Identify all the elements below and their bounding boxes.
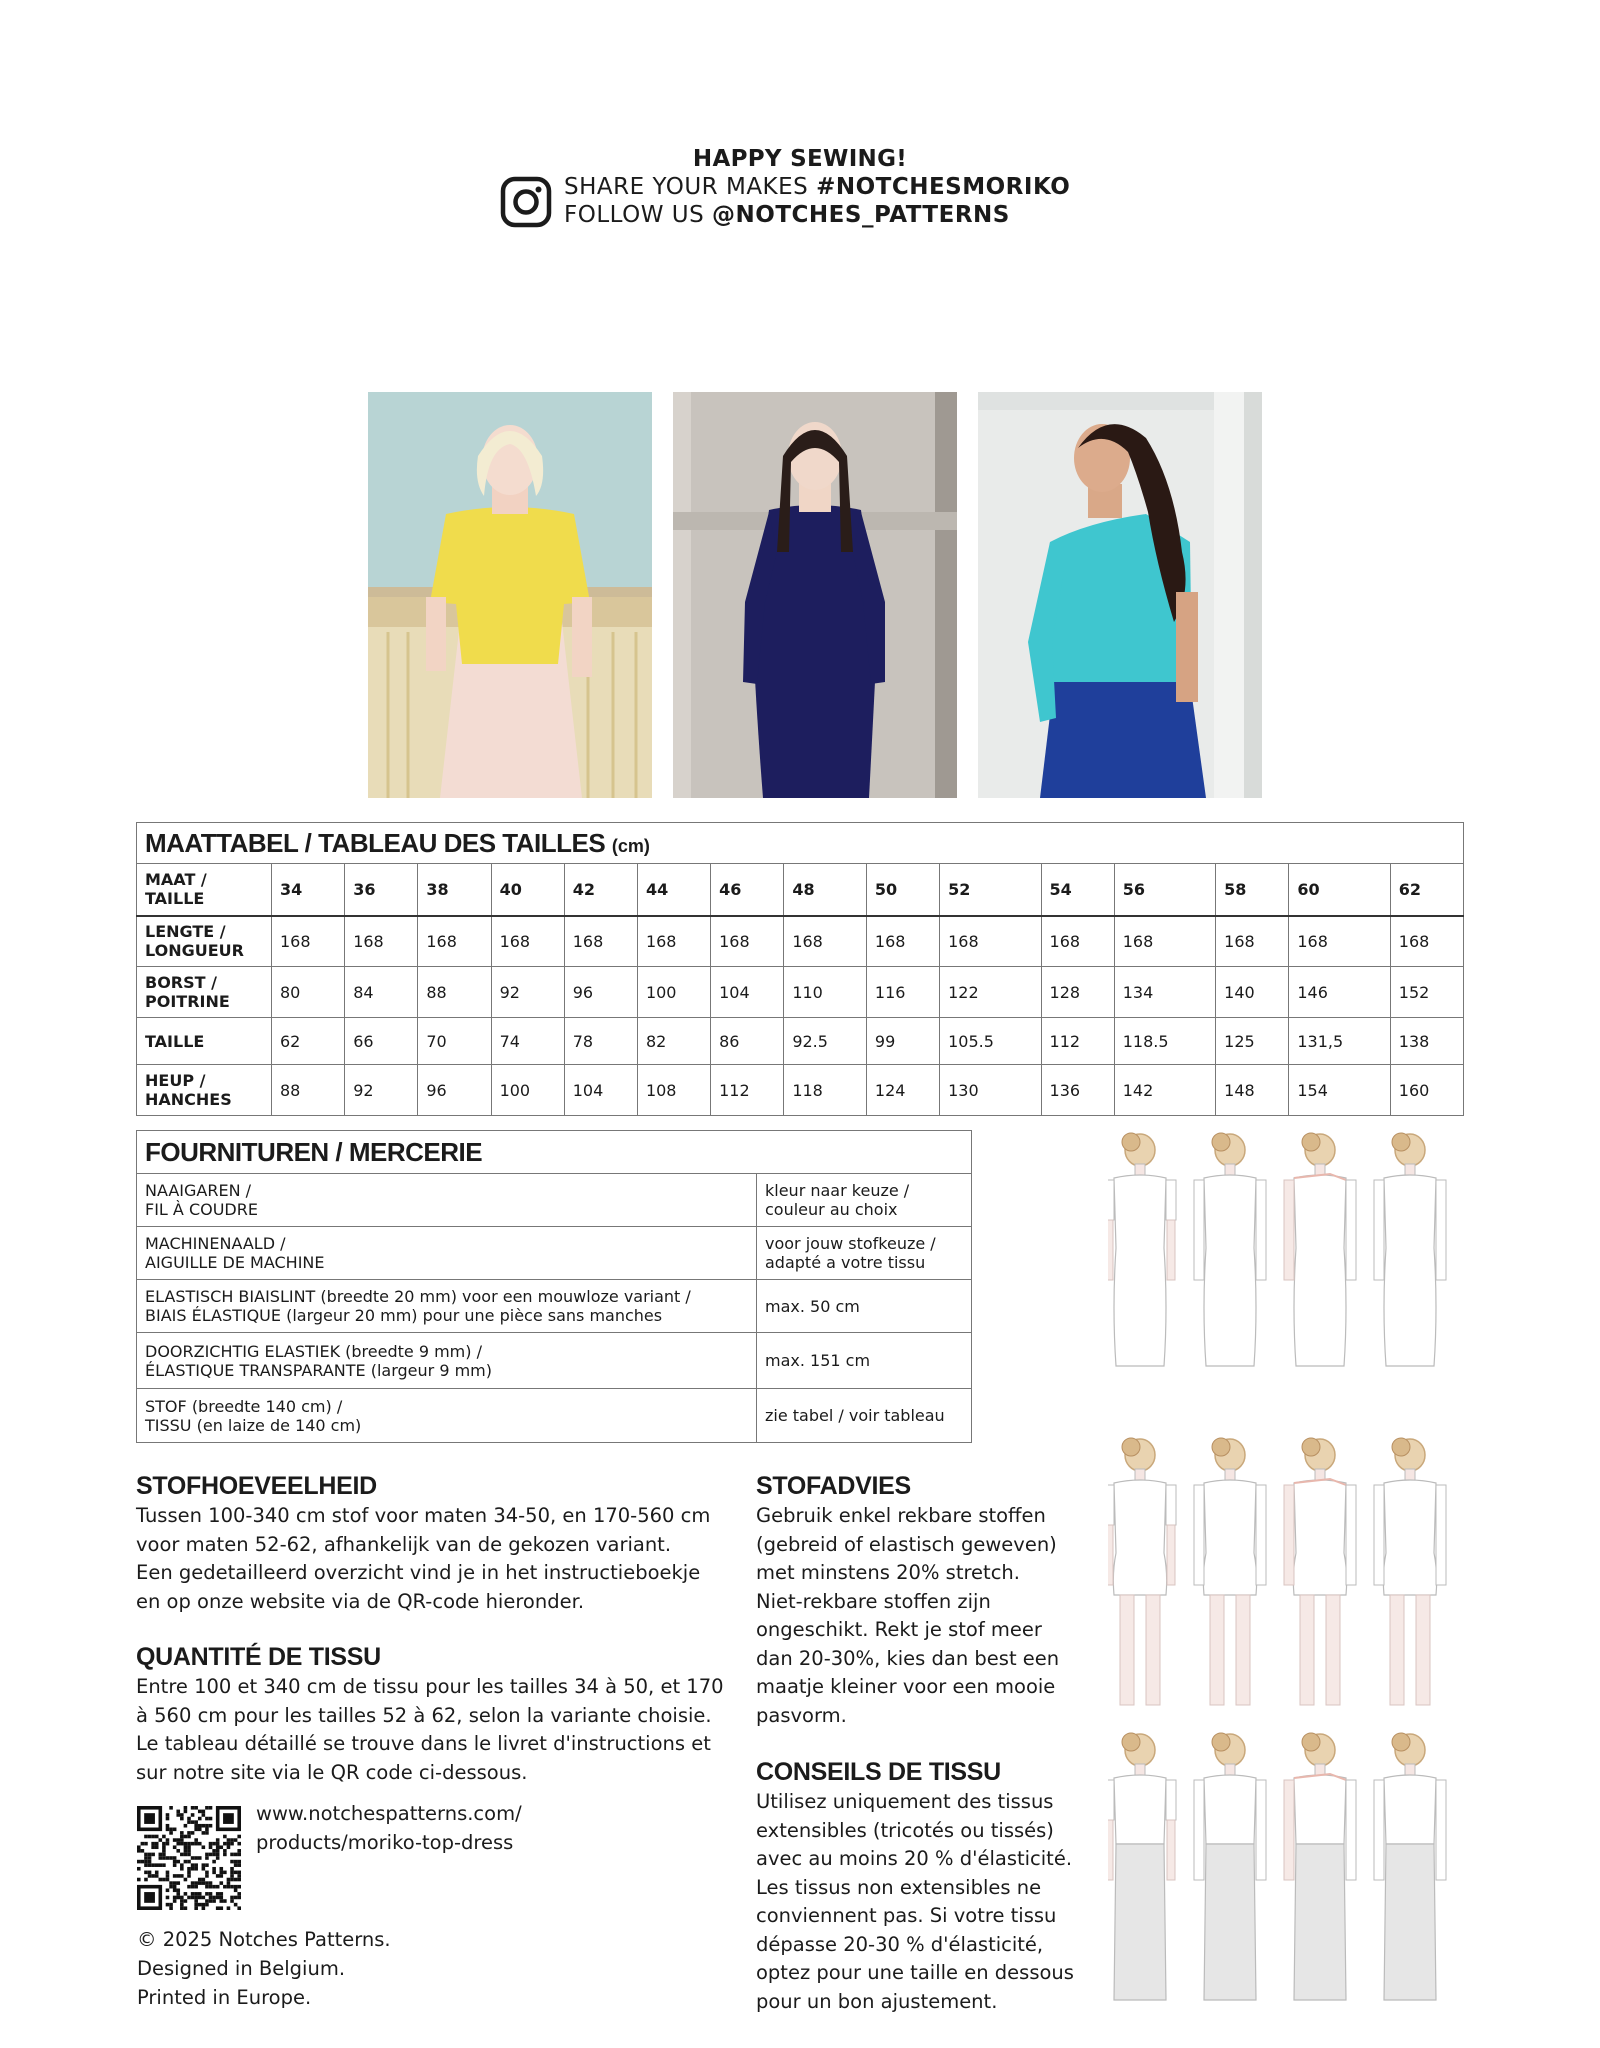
size-header-cell: 52 — [940, 864, 1041, 916]
fabric-advice-nl-title: STOFADVIES — [756, 1472, 911, 1500]
copyright-line: © 2025 Notches Patterns. — [137, 1928, 391, 1951]
measurement-cell: 112 — [711, 1065, 784, 1116]
measurement-cell: 136 — [1041, 1065, 1114, 1116]
measurement-cell: 80 — [272, 967, 345, 1018]
size-header-cell: 46 — [711, 864, 784, 916]
measurement-cell: 88 — [272, 1065, 345, 1116]
size-chart-unit: (cm) — [611, 835, 650, 856]
variant-illustrations — [1108, 1128, 1472, 2028]
measurement-cell: 110 — [784, 967, 867, 1018]
measurement-cell: 66 — [345, 1018, 418, 1065]
supply-item: NAAIGAREN / FIL À COUDRE — [137, 1174, 757, 1227]
measurement-cell: 142 — [1114, 1065, 1215, 1116]
measurement-cell: 148 — [1216, 1065, 1289, 1116]
instagram-icon — [500, 176, 552, 228]
measurement-cell: 92 — [345, 1065, 418, 1116]
measurement-cell: 92 — [491, 967, 564, 1018]
measurement-cell: 130 — [940, 1065, 1041, 1116]
fabric-amount-nl-text: Tussen 100-340 cm stof voor maten 34-50, en 170-560 cm voor maten 52-62, afhankelijk van de gekozen variant. Een gedetailleerd overzicht vind je in het instructieboekje en op onze website via de QR-code hieronder. — [136, 1504, 711, 1613]
measurement-label: TAILLE — [137, 1018, 272, 1065]
measurement-cell: 168 — [637, 916, 710, 967]
fabric-advice-nl-text: Gebruik enkel rekbare stoffen (gebreid of elastisch geweven) met minstens 20% stretch. Niet-rekbare stoffen zijn ongeschikt. Rekt je stof meer dan 20-30%, kies dan best een maatje kleiner voor een mooie pasvorm. — [756, 1504, 1060, 1727]
turquoise-one-shoulder-photo — [978, 392, 1262, 798]
website-link-line1[interactable]: www.notchespatterns.com/ — [256, 1802, 522, 1825]
measurement-cell: 86 — [711, 1018, 784, 1065]
measurement-cell: 168 — [272, 916, 345, 967]
supplies-row — [137, 1280, 972, 1333]
measurement-cell: 82 — [637, 1018, 710, 1065]
measurement-cell: 160 — [1390, 1065, 1463, 1116]
measurement-cell: 128 — [1041, 967, 1114, 1018]
size-header-cell: 54 — [1041, 864, 1114, 916]
measurement-cell: 118 — [784, 1065, 867, 1116]
size-chart-row — [137, 967, 1464, 1018]
measurement-cell: 168 — [491, 916, 564, 967]
size-header-text: MAAT / TAILLE — [145, 870, 207, 909]
measurement-cell: 84 — [345, 967, 418, 1018]
supply-item: MACHINENAALD / AIGUILLE DE MACHINE — [137, 1227, 757, 1280]
measurement-cell: 112 — [1041, 1018, 1114, 1065]
measurement-cell: 168 — [418, 916, 491, 967]
fabric-advice-fr-title: CONSEILS DE TISSU — [756, 1758, 1001, 1786]
measurement-cell: 96 — [418, 1065, 491, 1116]
designed-line: Designed in Belgium. — [137, 1957, 346, 1980]
measurement-cell: 168 — [784, 916, 867, 967]
size-header-cell: 34 — [272, 864, 345, 916]
fabric-advice-fr-text: Utilisez uniquement des tissus extensibles (tricotés ou tissés) avec au moins 20 % d'élasticité. Les tissus non extensibles ne conviennent pas. Si votre tissu dépasse 20-30 % d'élasticité, optez pour une taille en dessous pour un bon ajustement. — [756, 1790, 1074, 2013]
measurement-cell: 78 — [564, 1018, 637, 1065]
measurement-cell: 125 — [1216, 1018, 1289, 1065]
measurement-cell: 100 — [491, 1065, 564, 1116]
measurement-label: BORST / POITRINE — [137, 967, 272, 1018]
website-link-line2[interactable]: products/moriko-top-dress — [256, 1831, 514, 1854]
size-header-cell: 48 — [784, 864, 867, 916]
yellow-top-photo — [368, 392, 652, 798]
measurement-cell: 168 — [1390, 916, 1463, 967]
supply-item: ELASTISCH BIAISLINT (breedte 20 mm) voor een mouwloze variant / BIAIS ÉLASTIQUE (largeur 20 mm) pour une pièce sans manches — [137, 1280, 757, 1333]
measurement-cell: 140 — [1216, 967, 1289, 1018]
measurement-cell: 138 — [1390, 1018, 1463, 1065]
measurement-cell: 134 — [1114, 967, 1215, 1018]
measurement-cell: 92.5 — [784, 1018, 867, 1065]
measurement-cell: 108 — [637, 1065, 710, 1116]
share-prefix: SHARE YOUR MAKES — [564, 174, 817, 200]
fabric-amount-fr-title: QUANTITÉ DE TISSU — [136, 1643, 381, 1671]
size-chart-title — [137, 823, 1464, 864]
follow-line — [564, 202, 1010, 228]
measurement-cell: 70 — [418, 1018, 491, 1065]
size-header-row — [137, 864, 1464, 916]
measurement-cell: 122 — [940, 967, 1041, 1018]
supply-value: max. 151 cm — [757, 1333, 972, 1389]
share-hashtag[interactable]: #NOTCHESMORIKO — [816, 174, 1071, 200]
measurement-cell: 99 — [866, 1018, 939, 1065]
size-header-cell: 62 — [1390, 864, 1463, 916]
size-header-cell: 60 — [1289, 864, 1390, 916]
navy-dress-photo — [673, 392, 957, 798]
supply-value: voor jouw stofkeuze / adapté a votre tissu — [757, 1227, 972, 1280]
supplies-table — [136, 1130, 972, 1443]
measurement-cell: 168 — [1216, 916, 1289, 967]
measurement-cell: 100 — [637, 967, 710, 1018]
qr-code[interactable] — [137, 1806, 241, 1910]
size-header-cell: 50 — [866, 864, 939, 916]
supply-value: kleur naar keuze / couleur au choix — [757, 1174, 972, 1227]
supplies-row — [137, 1389, 972, 1443]
measurement-cell: 88 — [418, 967, 491, 1018]
measurement-cell: 168 — [345, 916, 418, 967]
measurement-cell: 74 — [491, 1018, 564, 1065]
follow-handle[interactable]: @NOTCHES_PATTERNS — [712, 202, 1010, 228]
measurement-cell: 96 — [564, 967, 637, 1018]
supplies-row — [137, 1174, 972, 1227]
share-line — [564, 174, 1070, 200]
measurement-cell: 168 — [1041, 916, 1114, 967]
size-header-cell: 36 — [345, 864, 418, 916]
size-header-cell: 44 — [637, 864, 710, 916]
supply-value: zie tabel / voir tableau — [757, 1389, 972, 1443]
measurement-cell: 146 — [1289, 967, 1390, 1018]
supply-item: DOORZICHTIG ELASTIEK (breedte 9 mm) / ÉLASTIQUE TRANSPARANTE (largeur 9 mm) — [137, 1333, 757, 1389]
supplies-title: FOURNITUREN / MERCERIE — [137, 1131, 972, 1174]
measurement-cell: 104 — [711, 967, 784, 1018]
size-chart-table — [136, 822, 1464, 1116]
follow-prefix: FOLLOW US — [564, 202, 713, 228]
measurement-cell: 168 — [711, 916, 784, 967]
size-header-cell: 42 — [564, 864, 637, 916]
measurement-cell: 62 — [272, 1018, 345, 1065]
size-chart-row — [137, 1065, 1464, 1116]
size-chart-row — [137, 916, 1464, 967]
fabric-amount-fr-text: Entre 100 et 340 cm de tissu pour les tailles 34 à 50, et 170 à 560 cm pour les tailles 52 à 62, selon la variante choisie. Le tableau détaillé se trouve dans le livret d'instructions et sur notre site via le QR code ci-dessous. — [136, 1675, 724, 1784]
size-chart-title-main: MAATTABEL / TABLEAU DES TAILLES — [145, 827, 606, 858]
size-header-cell: 58 — [1216, 864, 1289, 916]
measurement-cell: 168 — [940, 916, 1041, 967]
measurement-cell: 168 — [866, 916, 939, 967]
measurement-label: HEUP / HANCHES — [137, 1065, 272, 1116]
measurement-cell: 154 — [1289, 1065, 1390, 1116]
printed-line: Printed in Europe. — [137, 1986, 312, 2009]
size-header-cell: 38 — [418, 864, 491, 916]
fabric-amount-nl-title: STOFHOEVEELHEID — [136, 1472, 377, 1500]
size-header-cell: 56 — [1114, 864, 1215, 916]
measurement-cell: 152 — [1390, 967, 1463, 1018]
supplies-row — [137, 1333, 972, 1389]
measurement-cell: 168 — [1114, 916, 1215, 967]
measurement-cell: 168 — [1289, 916, 1390, 967]
measurement-cell: 116 — [866, 967, 939, 1018]
measurement-cell: 168 — [564, 916, 637, 967]
happy-sewing-title: HAPPY SEWING! — [692, 146, 908, 172]
measurement-cell: 124 — [866, 1065, 939, 1116]
size-chart-row — [137, 1018, 1464, 1065]
size-header-label — [137, 864, 272, 916]
supplies-row — [137, 1227, 972, 1280]
supply-item: STOF (breedte 140 cm) / TISSU (en laize de 140 cm) — [137, 1389, 757, 1443]
size-header-cell: 40 — [491, 864, 564, 916]
measurement-cell: 105.5 — [940, 1018, 1041, 1065]
measurement-label: LENGTE / LONGUEUR — [137, 916, 272, 967]
supply-value: max. 50 cm — [757, 1280, 972, 1333]
measurement-cell: 118.5 — [1114, 1018, 1215, 1065]
measurement-cell: 104 — [564, 1065, 637, 1116]
measurement-cell: 131,5 — [1289, 1018, 1390, 1065]
